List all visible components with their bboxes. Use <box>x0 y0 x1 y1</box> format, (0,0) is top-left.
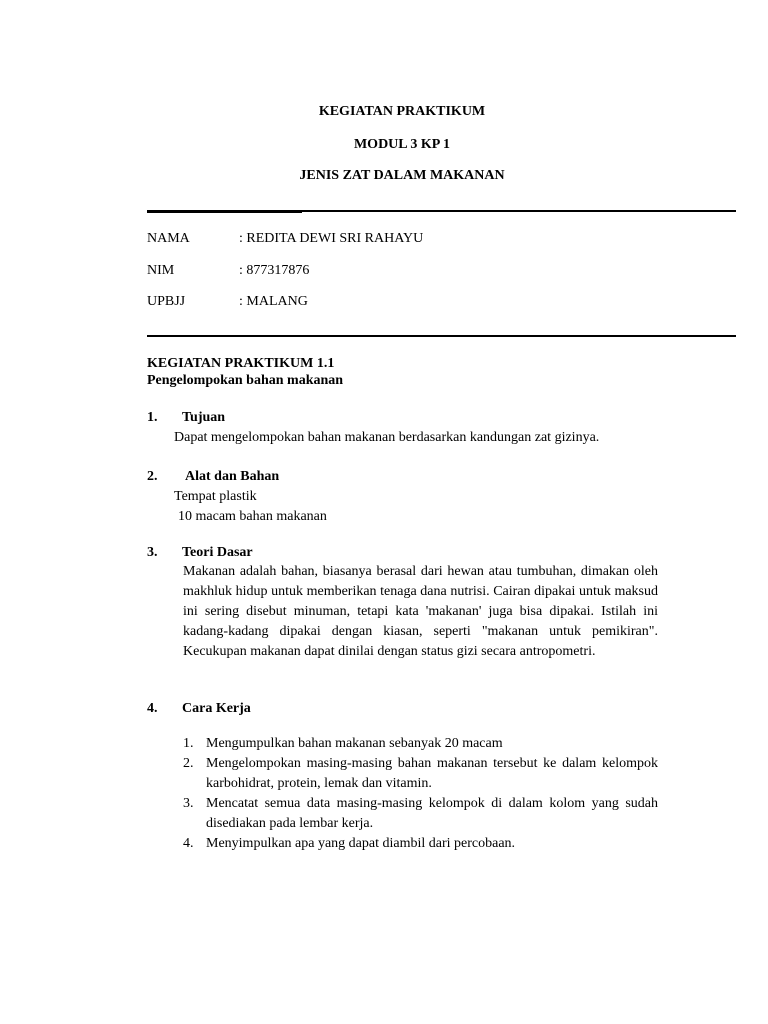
top-divider <box>147 210 736 212</box>
list-item <box>183 754 658 794</box>
alat-item: 10 macam bahan makanan <box>178 509 327 524</box>
module-title: MODUL 3 KP 1 <box>353 137 451 152</box>
activity-subtitle: Pengelompokan bahan makanan <box>147 373 344 388</box>
step-number: 3. <box>183 796 194 811</box>
step-number: 4. <box>183 836 194 851</box>
step-text: Menyimpulkan apa yang dapat diambil dari percobaan. <box>206 836 516 851</box>
section-heading-cara: Cara Kerja <box>182 701 251 716</box>
subject-title: JENIS ZAT DALAM MAKANAN <box>299 168 505 183</box>
tujuan-text: Dapat mengelompokan bahan makanan berdasarkan kandungan zat gizinya. <box>174 430 600 445</box>
list-item <box>183 794 658 834</box>
identity-value: : REDITA DEWI SRI RAHAYU <box>239 231 424 246</box>
identity-value: : MALANG <box>239 294 308 309</box>
step-text: Mengelompokan masing-masing bahan makanan tersebut ke dalam kelompok karbohidrat, protein, lemak dan vitamin. <box>206 756 658 791</box>
identity-value: : 877317876 <box>239 263 310 278</box>
list-item <box>183 734 658 754</box>
step-text: Mengumpulkan bahan makanan sebanyak 20 macam <box>206 736 503 751</box>
identity-label: NAMA <box>147 231 190 246</box>
section-heading-tujuan: Tujuan <box>182 410 226 425</box>
list-item <box>183 834 658 854</box>
identity-label: UPBJJ <box>147 294 186 309</box>
section-heading-teori: Teori Dasar <box>182 545 253 560</box>
section-heading-alat: Alat dan Bahan <box>185 469 280 484</box>
bottom-divider <box>147 335 736 337</box>
steps-list <box>183 734 658 854</box>
section-number: 3. <box>147 545 158 560</box>
section-number: 4. <box>147 701 158 716</box>
teori-paragraph: Makanan adalah bahan, biasanya berasal dari hewan atau tumbuhan, dimakan oleh makhluk hidup untuk memberikan tenaga dana nutrisi. Cairan dipakai untuk maksud ini sering disebut minuman, tetapi kata 'makanan' juga bisa dipakai. Istilah ini kadang-kadang dipakai dengan kiasan, seperti "makanan untuk pemikiran". Kecukupan makanan dapat dinilai dengan status gizi secara antropometri. <box>183 564 658 659</box>
step-number: 2. <box>183 756 194 771</box>
identity-label: NIM <box>147 263 175 278</box>
alat-item: Tempat plastik <box>174 489 257 504</box>
document-title: KEGIATAN PRAKTIKUM <box>318 104 486 119</box>
step-text: Mencatat semua data masing-masing kelompok di dalam kolom yang sudah disediakan pada lembar kerja. <box>206 796 658 831</box>
activity-title: KEGIATAN PRAKTIKUM 1.1 <box>147 356 335 371</box>
section-number: 2. <box>147 469 158 484</box>
step-number: 1. <box>183 736 194 751</box>
section-number: 1. <box>147 410 158 425</box>
